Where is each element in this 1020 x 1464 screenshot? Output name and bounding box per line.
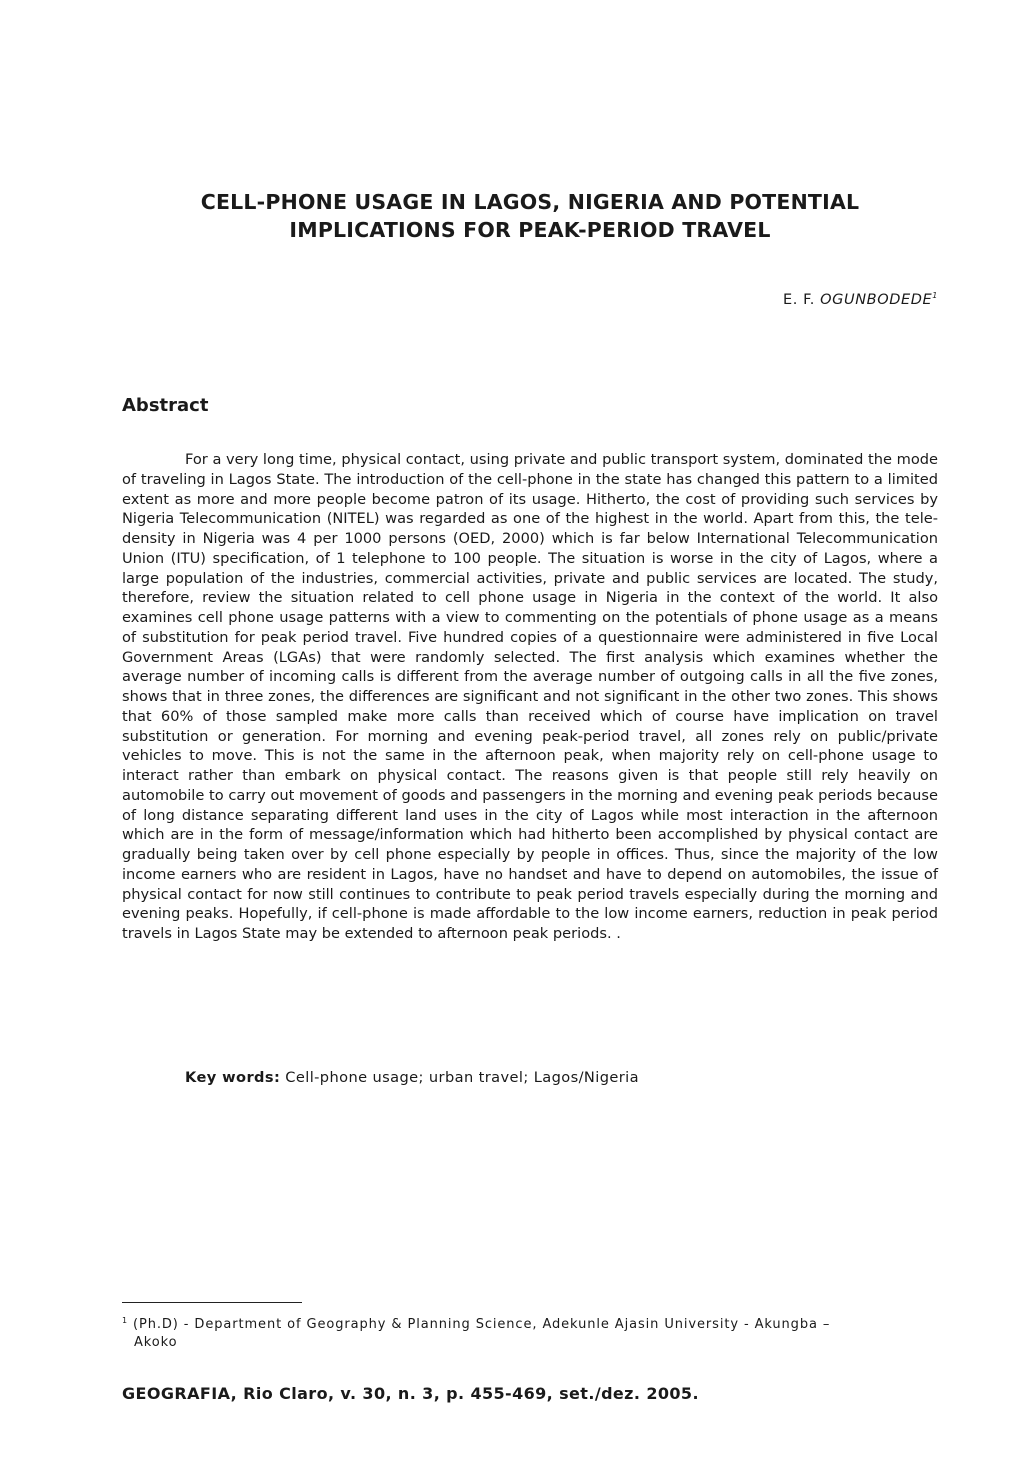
article-title-line-1: CELL-PHONE USAGE IN LAGOS, NIGERIA AND POTENTIAL: [200, 190, 860, 214]
article-title-line-2: IMPLICATIONS FOR PEAK-PERIOD TRAVEL: [289, 218, 771, 242]
article-title: [100, 188, 960, 244]
footnote-marker: 1: [122, 1316, 128, 1325]
abstract-body: For a very long time, physical contact, using private and public transport system, dominated the mode of traveling in Lagos State. The introduction of the cell-phone in the state has changed this pattern to a limited extent as more and more people become patron of its usage. Hitherto, the cost of providing such services by Nigeria Telecommunication (NITEL) was regarded as one of the highest in the world. Apart from this, the tele-density in Nigeria was 4 per 1000 persons (OED, 2000) which is far below International Telecommunication Union (ITU) specification, of 1 telephone to 100 people. The situation is worse in the city of Lagos, where a large population of the industries, commercial activities, private and public services are located. The study, therefore, review the situation related to cell phone usage in Nigeria in the context of the world. It also examines cell phone usage patterns with a view to commenting on the potentials of phone usage as a means of substitution for peak period travel. Five hundred copies of a questionnaire were administered in five Local Government Areas (LGAs) that were randomly selected. The first analysis which examines whether the average number of incoming calls is different from the average number of outgoing calls in all the five zones, shows that in three zones, the differences are significant and not significant in the other two zones. This shows that 60% of those sampled make more calls than received which of course have implication on travel substitution or generation. For morning and evening peak-period travel, all zones rely on public/private vehicles to move. This is not the same in the afternoon peak, when majority rely on cell-phone usage to interact rather than embark on physical contact. The reasons given is that people still rely heavily on automobile to carry out movement of goods and passengers in the morning and evening peak periods because of long distance separating different land uses in the city of Lagos while most interaction in the afternoon which are in the form of message/information which had hitherto been accomplished by physical contact are gradually being taken over by cell phone especially by people in offices. Thus, since the majority of the low income earners who are resident in Lagos, have no handset and have to depend on automobiles, the issue of physical contact for now still continues to contribute to peak period travels especially during the morning and evening peaks. Hopefully, if cell-phone is made affordable to the low income earners, reduction in peak period travels in Lagos State may be extended to afternoon peak periods. .: [122, 451, 938, 942]
author-footnote-marker[interactable]: 1: [932, 291, 938, 300]
abstract-heading: Abstract: [122, 395, 209, 416]
keywords-text: Cell-phone usage; urban travel; Lagos/Nigeria: [285, 1069, 639, 1086]
keywords-line: [185, 1069, 639, 1086]
author-initials: E. F.: [782, 292, 815, 308]
footnote-text: (Ph.D) - Department of Geography & Planning Science, Adekunle Ajasin University - Akungba –: [133, 1317, 831, 1332]
author-line: [783, 291, 938, 308]
footnote-divider: [122, 1302, 302, 1303]
footnote: [122, 1312, 938, 1352]
journal-citation: GEOGRAFIA, Rio Claro, v. 30, n. 3, p. 455-469, set./dez. 2005.: [122, 1384, 699, 1403]
footnote-continuation: Akoko: [134, 1335, 178, 1350]
keywords-label: Key words:: [185, 1069, 281, 1086]
author-surname: OGUNBODEDE: [820, 292, 933, 308]
